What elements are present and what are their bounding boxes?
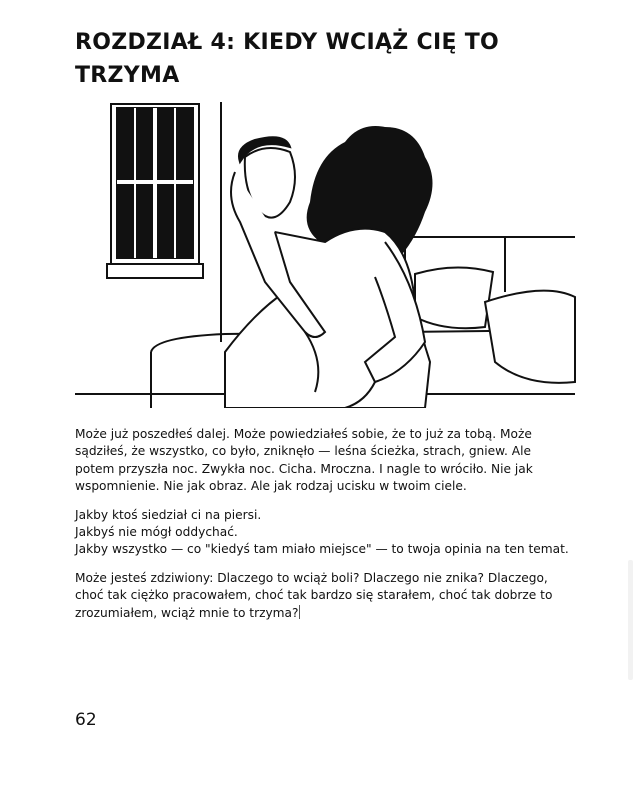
short-lines xyxy=(75,507,570,559)
paragraph-text: Może jesteś zdziwiony: Dlaczego to wciąż boli? Dlaczego nie znika? Dlaczego, choć tak ciężko pracowałem, choć tak bardzo się starałem, choć tak dobrze to zrozumiałem, wciąż mnie to trzyma? xyxy=(75,570,553,620)
illustration-man-on-bed xyxy=(75,102,578,408)
paragraph: Może już poszedłeś dalej. Może powiedziałeś sobie, że to już za tobą. Może sądziłeś, że wszystko, co było, zniknęło — leśna ścieżka, strach, gniew. Ale potem przyszła noc. Zwykła noc. Cicha. Mroczna. I nagle to wróciło. Nie jak wspomnienie. Nie jak obraz. Ale jak rodzaj ucisku w twoim ciele. xyxy=(75,427,533,494)
paragraph-editable[interactable] xyxy=(75,570,570,622)
line: Jakbyś nie mógł oddychać. xyxy=(75,525,238,540)
page-number: 62 xyxy=(75,710,97,730)
text-cursor xyxy=(299,605,300,619)
chapter-title: ROZDZIAŁ 4: KIEDY WCIĄŻ CIĘ TO TRZYMA xyxy=(75,30,500,88)
chapter-body xyxy=(75,426,570,633)
line: Jakby ktoś siedział ci na piersi. xyxy=(75,507,262,522)
line: Jakby wszystko — co "kiedyś tam miało miejsce" — to twoja opinia na ten temat. xyxy=(75,542,569,557)
window xyxy=(107,102,221,342)
scrollbar[interactable] xyxy=(628,560,633,680)
